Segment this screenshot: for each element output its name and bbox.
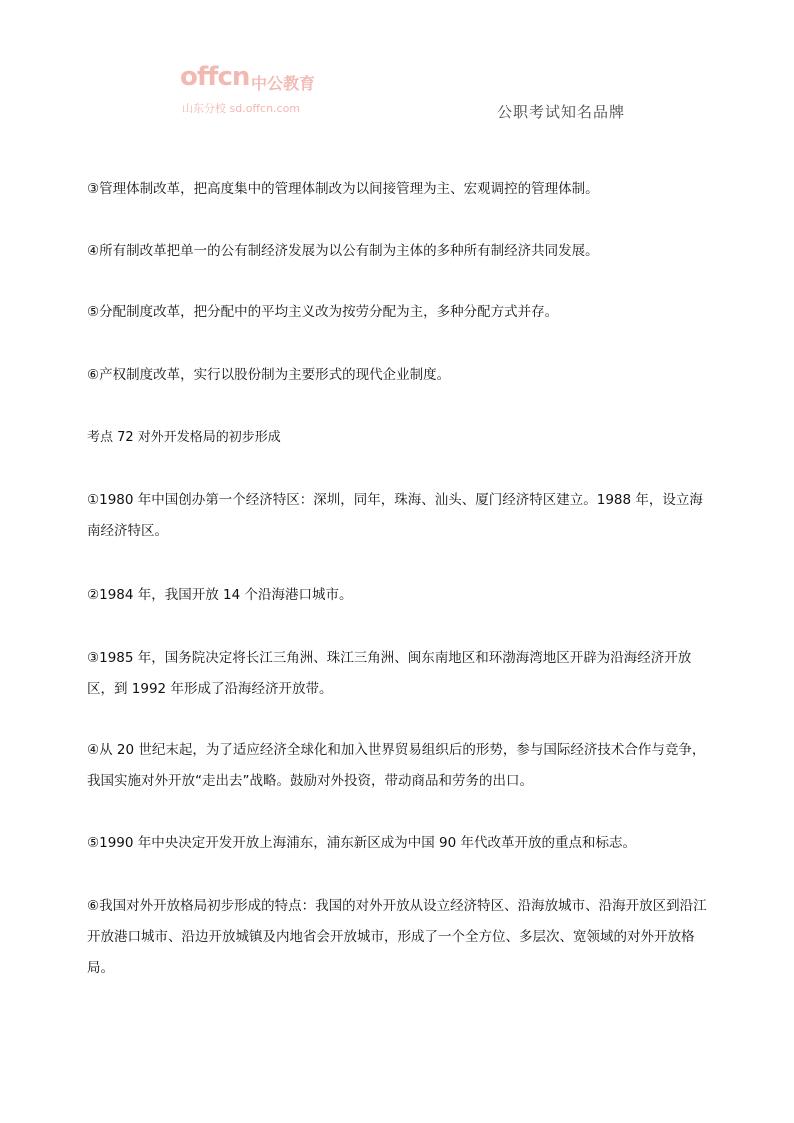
- header-slogan: 公职考试知名品牌: [497, 103, 626, 121]
- offcn-logo: [180, 62, 340, 120]
- paragraph-management-reform: ③管理体制改革，把高度集中的管理体制改为以间接管理为主、宏观调控的管理体制。: [87, 181, 599, 197]
- paragraph-distribution-reform: ⑤分配制度改革，把分配中的平均主义改为按劳分配为主，多种分配方式并存。: [87, 304, 559, 320]
- paragraph-coastal-cities: ②1984 年，我国开放 14 个沿海港口城市。: [87, 587, 353, 603]
- paragraph-property-reform: ⑥产权制度改革，实行以股份制为主要形式的现代企业制度。: [87, 367, 451, 383]
- paragraph-pudong: ⑤1990 年中央决定开发开放上海浦东，浦东新区成为中国 90 年代改革开放的重点和标志。: [87, 835, 637, 851]
- paragraph-ownership-reform: ④所有制改革把单一的公有制经济发展为以公有制为主体的多种所有制经济共同发展。: [87, 243, 599, 259]
- paragraph-coastal-open-areas: ③1985 年，国务院决定将长江三角洲、珠江三角洲、闽东南地区和环渤海湾地区开辟为沿海经济开放区，到 1992 年形成了沿海经济开放带。: [87, 650, 692, 697]
- paragraph-opening-pattern: ⑥我国对外开放格局初步形成的特点：我国的对外开放从设立经济特区、沿海放城市、沿海开放区到沿江开放港口城市、沿边开放城镇及内地省会开放城市，形成了一个全方位、多层次、宽领域的对外开放格局。: [87, 898, 707, 976]
- paragraph-going-out: ④从 20 世纪末起，为了适应经济全球化和加入世界贸易组织后的形势，参与国际经济技术合作与竞争，我国实施对外开放“走出去”战略。鼓励对外投资，带动商品和劳务的出口。: [87, 742, 706, 789]
- logo-brand: offcn: [180, 62, 250, 92]
- logo-subtitle: 山东分校 sd.offcn.com: [182, 102, 301, 115]
- paragraph-special-zones: ①1980 年中国创办第一个经济特区：深圳，同年，珠海、汕头、厦门经济特区建立。1988 年，设立海南经济特区。: [87, 492, 703, 539]
- logo-brand-cn: 中公教育: [251, 74, 316, 93]
- section-heading: 考点 72 对外开发格局的初步形成: [87, 430, 281, 445]
